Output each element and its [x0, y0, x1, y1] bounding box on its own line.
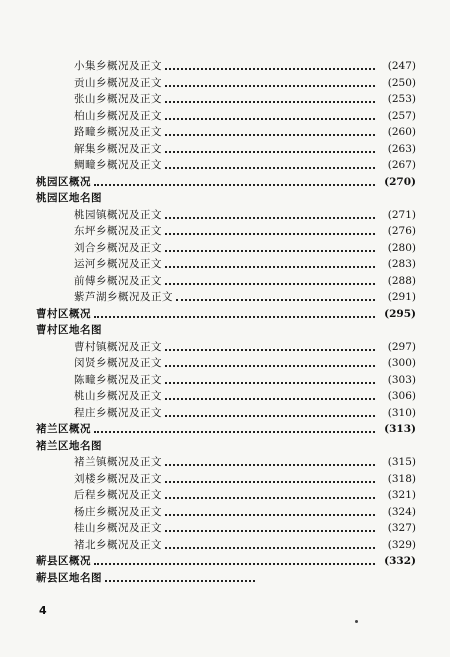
page-number: 4 — [39, 604, 47, 617]
toc-entry-page: (283) — [387, 258, 416, 270]
toc-section-heading — [36, 322, 416, 339]
dot-leader — [94, 316, 375, 318]
toc-entry — [36, 487, 416, 504]
dot-leader — [165, 398, 375, 400]
toc-entry — [36, 273, 416, 290]
toc-entry-title: 桂山乡概况及正文 — [74, 522, 162, 534]
toc-entry-title: 杨庄乡概况及正文 — [74, 505, 162, 518]
toc-entry-page: (327) — [387, 522, 416, 534]
dot-leader — [165, 85, 375, 87]
toc-entry — [36, 520, 416, 537]
toc-entry-page: (291) — [387, 291, 416, 303]
toc-entry-page: (303) — [387, 373, 416, 386]
toc-entry-title: 紫芦湖乡概况及正文 — [74, 291, 173, 303]
toc-entry-page: (288) — [387, 274, 416, 287]
dot-leader — [165, 415, 375, 417]
table-of-contents — [36, 58, 416, 586]
dot-leader — [165, 530, 375, 532]
toc-entry-page: (310) — [387, 406, 416, 419]
toc-section-heading — [36, 421, 416, 438]
toc-section-heading — [36, 174, 416, 191]
toc-entry-page: (315) — [387, 456, 416, 468]
dot-leader — [165, 464, 375, 466]
toc-entry — [36, 454, 416, 471]
toc-entry — [36, 504, 416, 521]
toc-entry-title: 路疃乡概况及正文 — [74, 126, 162, 138]
toc-entry — [36, 372, 416, 389]
dot-leader — [165, 101, 375, 103]
toc-entry-page: (271) — [387, 208, 416, 221]
toc-entry — [36, 471, 416, 488]
toc-entry — [36, 223, 416, 240]
dot-leader — [165, 349, 375, 351]
toc-entry-title: 桃园区概况 — [36, 175, 91, 188]
toc-entry-title: 蕲县区地名图 — [36, 571, 102, 584]
toc-entry — [36, 108, 416, 125]
toc-entry-page: (297) — [387, 340, 416, 353]
toc-entry-title: 褚兰镇概况及正文 — [74, 456, 162, 468]
toc-entry-page: (270) — [384, 175, 416, 188]
toc-entry-title: 褚兰区地名图 — [36, 439, 102, 452]
toc-entry — [36, 141, 416, 158]
toc-entry — [36, 91, 416, 108]
dot-leader — [165, 118, 375, 120]
toc-entry — [36, 124, 416, 141]
toc-entry-title: 解集乡概况及正文 — [74, 142, 162, 155]
toc-entry — [36, 537, 416, 554]
toc-entry — [36, 405, 416, 422]
dot-leader — [165, 134, 375, 136]
dot-leader — [165, 481, 375, 483]
toc-entry-title: 柏山乡概况及正文 — [74, 109, 162, 122]
toc-section-heading — [36, 190, 416, 207]
toc-entry-page: (276) — [387, 225, 416, 237]
toc-entry-title: 贡山乡概况及正文 — [74, 76, 162, 89]
toc-section-heading — [36, 553, 416, 570]
toc-entry-title: 曹村区概况 — [36, 307, 91, 320]
dot-leader — [165, 233, 375, 235]
toc-entry-title: 桃山乡概况及正文 — [74, 390, 162, 402]
toc-entry-title: 桃园区地名图 — [36, 192, 102, 204]
toc-entry-title: 张山乡概况及正文 — [74, 93, 162, 105]
dot-leader — [165, 266, 375, 268]
dot-leader — [165, 365, 375, 367]
toc-entry-title: 程庄乡概况及正文 — [74, 406, 162, 419]
dot-leader — [94, 431, 375, 433]
toc-entry — [36, 240, 416, 257]
toc-entry-page: (260) — [387, 126, 416, 138]
toc-entry — [36, 157, 416, 174]
dot-leader — [165, 514, 375, 516]
toc-entry-title: 东坪乡概况及正文 — [74, 225, 162, 237]
dot-leader — [165, 497, 375, 499]
toc-entry — [36, 207, 416, 224]
toc-entry-page: (332) — [384, 555, 416, 567]
toc-entry-title: 蕲县区概况 — [36, 555, 91, 567]
toc-entry-title: 刘楼乡概况及正文 — [74, 472, 162, 485]
toc-entry — [36, 289, 416, 306]
toc-entry-page: (321) — [387, 489, 416, 501]
dot-leader — [176, 299, 375, 301]
dot-leader — [165, 151, 375, 153]
toc-section-heading — [36, 570, 416, 587]
dot-leader — [165, 167, 375, 169]
toc-entry-title: 刘合乡概况及正文 — [74, 241, 162, 254]
toc-section-heading — [36, 306, 416, 323]
toc-entry-page: (318) — [387, 472, 416, 485]
toc-entry-page: (263) — [387, 142, 416, 155]
toc-entry-title: 运河乡概况及正文 — [74, 258, 162, 270]
toc-entry-page: (300) — [387, 357, 416, 369]
dot-leader — [105, 580, 255, 582]
toc-entry-title: 鲷疃乡概况及正文 — [74, 159, 162, 171]
toc-entry-page: (250) — [387, 76, 416, 89]
dot-leader — [165, 547, 375, 549]
toc-entry-page: (295) — [384, 307, 416, 320]
dot-leader — [165, 382, 375, 384]
toc-section-heading — [36, 438, 416, 455]
toc-entry-title: 桃园镇概况及正文 — [74, 208, 162, 221]
toc-entry-page: (257) — [387, 109, 416, 122]
dot-leader — [165, 217, 375, 219]
toc-entry-page: (267) — [387, 159, 416, 171]
scan-speck — [355, 620, 358, 623]
toc-entry-title: 前傅乡概况及正文 — [74, 274, 162, 287]
toc-entry — [36, 339, 416, 356]
toc-entry-title: 曹村镇概况及正文 — [74, 340, 162, 353]
toc-entry-title: 褚兰区概况 — [36, 423, 91, 435]
toc-entry-page: (306) — [387, 390, 416, 402]
dot-leader — [165, 68, 375, 70]
toc-entry — [36, 256, 416, 273]
toc-entry-title: 闵贤乡概况及正文 — [74, 357, 162, 369]
toc-entry — [36, 355, 416, 372]
toc-entry-title: 后程乡概况及正文 — [74, 489, 162, 501]
toc-entry-page: (313) — [384, 423, 416, 435]
toc-entry-title: 曹村区地名图 — [36, 324, 102, 336]
dot-leader — [94, 563, 375, 565]
toc-entry-title: 陈疃乡概况及正文 — [74, 373, 162, 386]
dot-leader — [165, 250, 375, 252]
toc-entry-title: 小集乡概况及正文 — [74, 60, 162, 72]
toc-entry — [36, 388, 416, 405]
toc-entry-page: (280) — [387, 241, 416, 254]
toc-entry-page: (324) — [387, 505, 416, 518]
toc-entry-title: 褚北乡概况及正文 — [74, 538, 162, 551]
toc-entry-page: (329) — [387, 538, 416, 551]
toc-entry-page: (247) — [387, 60, 416, 72]
dot-leader — [94, 184, 375, 186]
dot-leader — [165, 283, 375, 285]
toc-entry — [36, 75, 416, 92]
toc-entry-page: (253) — [387, 93, 416, 105]
toc-entry — [36, 58, 416, 75]
